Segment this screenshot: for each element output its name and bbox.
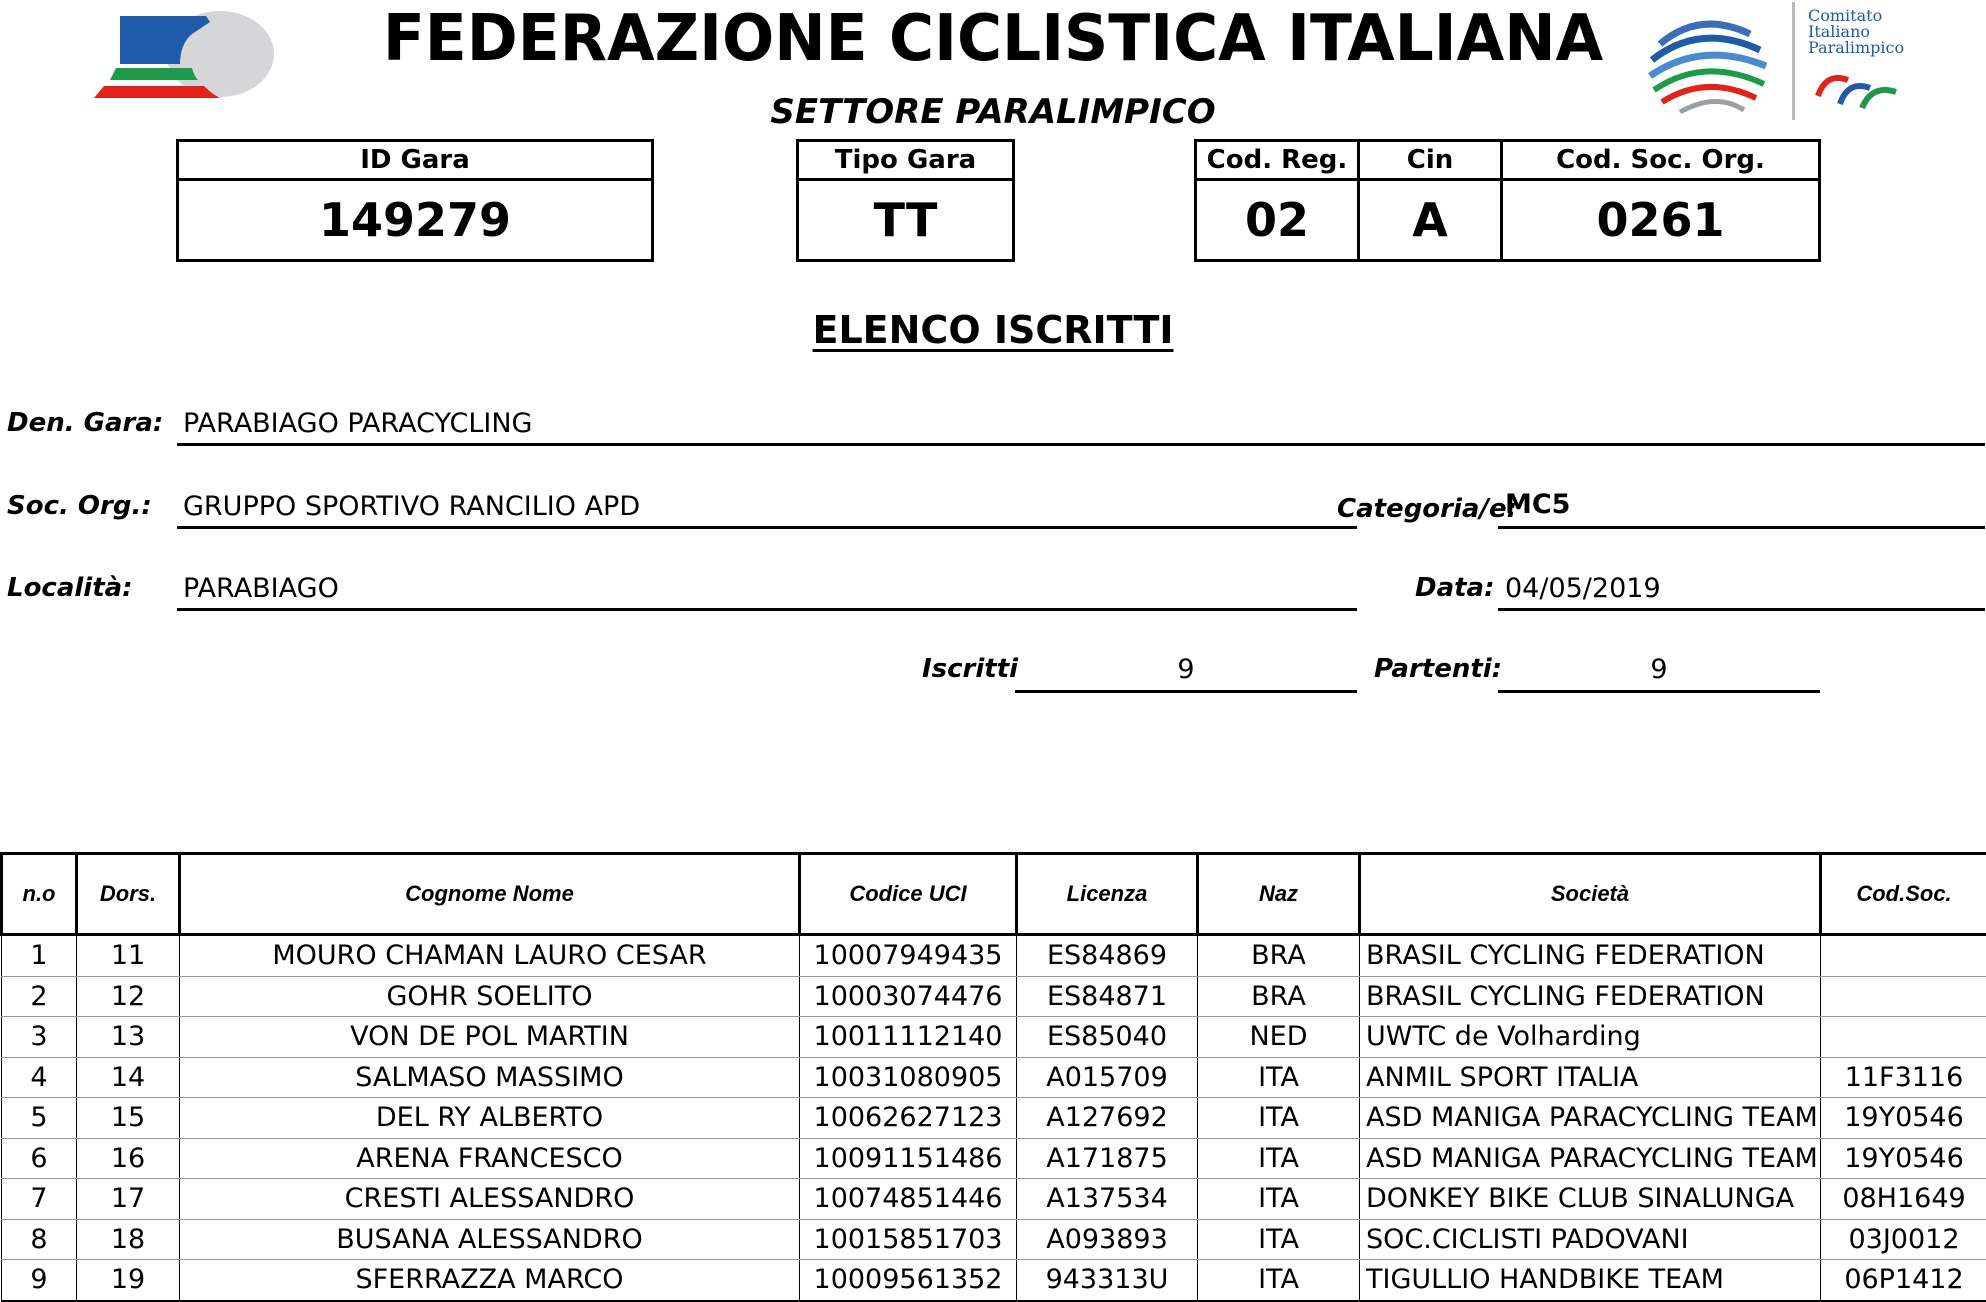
org-line — [177, 526, 1357, 529]
cell-nationality: ITA — [1198, 1179, 1360, 1220]
cell-uci-code: 10007949435 — [800, 935, 1017, 977]
cell-team-code: 08H1649 — [1821, 1179, 1986, 1220]
race-id-label: ID Gara — [178, 141, 653, 180]
entrants-value: 9 — [1015, 654, 1357, 685]
table-row — [2, 1098, 1986, 1139]
starters-label: Partenti: — [1374, 654, 1502, 684]
cell-bib: 18 — [77, 1219, 180, 1260]
table-row — [2, 1219, 1986, 1260]
soc-code-value: 0261 — [1502, 180, 1820, 261]
cell-bib: 16 — [77, 1138, 180, 1179]
cell-team-code — [1821, 976, 1986, 1017]
cell-team-code: 06P1412 — [1821, 1260, 1986, 1301]
cell-team: BRASIL CYCLING FEDERATION — [1360, 976, 1821, 1017]
race-type-box — [796, 139, 1015, 262]
cell-number: 8 — [2, 1219, 77, 1260]
cell-team: ASD MANIGA PARACYCLING TEAM — [1360, 1098, 1821, 1139]
col-header-team: Società — [1360, 854, 1821, 935]
cell-license: ES84871 — [1017, 976, 1198, 1017]
cell-number: 9 — [2, 1260, 77, 1301]
cell-license: ES85040 — [1017, 1017, 1198, 1058]
cell-license: ES84869 — [1017, 935, 1198, 977]
cell-team: TIGULLIO HANDBIKE TEAM — [1360, 1260, 1821, 1301]
cell-number: 7 — [2, 1179, 77, 1220]
cell-team-code: 19Y0546 — [1821, 1098, 1986, 1139]
cell-name: SALMASO MASSIMO — [180, 1057, 800, 1098]
cell-license: A015709 — [1017, 1057, 1198, 1098]
cip-line-1: Comitato — [1808, 8, 1904, 24]
category-value: MC5 — [1505, 489, 1570, 520]
cell-team-code: 19Y0546 — [1821, 1138, 1986, 1179]
race-id-box — [176, 139, 654, 262]
cell-bib: 11 — [77, 935, 180, 977]
reg-code-value: 02 — [1196, 180, 1359, 261]
table-row — [2, 935, 1986, 977]
cell-nationality: ITA — [1198, 1260, 1360, 1301]
cin-label: Cin — [1359, 141, 1502, 180]
cell-team: DONKEY BIKE CLUB SINALUNGA — [1360, 1179, 1821, 1220]
entrants-label: Iscritti — [922, 654, 1018, 684]
table-row — [2, 1017, 1986, 1058]
date-label: Data: — [1415, 573, 1495, 603]
page-title: FEDERAZIONE CICLISTICA ITALIANA — [40, 2, 1947, 76]
cell-team: BRASIL CYCLING FEDERATION — [1360, 935, 1821, 977]
cip-line-2: Italiano — [1808, 24, 1904, 40]
race-name-label: Den. Gara: — [7, 408, 163, 438]
org-value: GRUPPO SPORTIVO RANCILIO APD — [183, 491, 640, 522]
cell-team: ANMIL SPORT ITALIA — [1360, 1057, 1821, 1098]
cell-nationality: NED — [1198, 1017, 1360, 1058]
cell-number: 3 — [2, 1017, 77, 1058]
cell-name: VON DE POL MARTIN — [180, 1017, 800, 1058]
reg-code-label: Cod. Reg. — [1196, 141, 1359, 180]
cell-license: 943313U — [1017, 1260, 1198, 1301]
cell-uci-code: 10031080905 — [800, 1057, 1017, 1098]
date-value: 04/05/2019 — [1505, 573, 1661, 604]
cell-bib: 13 — [77, 1017, 180, 1058]
table-row — [2, 976, 1986, 1017]
cell-name: CRESTI ALESSANDRO — [180, 1179, 800, 1220]
cell-uci-code: 10009561352 — [800, 1260, 1017, 1301]
cell-number: 5 — [2, 1098, 77, 1139]
starters-value: 9 — [1498, 654, 1820, 685]
cell-team: ASD MANIGA PARACYCLING TEAM — [1360, 1138, 1821, 1179]
cell-number: 2 — [2, 976, 77, 1017]
cell-bib: 14 — [77, 1057, 180, 1098]
cell-nationality: ITA — [1198, 1057, 1360, 1098]
race-id-value: 149279 — [178, 180, 653, 261]
col-header-number: n.o — [2, 854, 77, 935]
table-header-row — [2, 854, 1986, 935]
cell-name: BUSANA ALESSANDRO — [180, 1219, 800, 1260]
cell-nationality: BRA — [1198, 976, 1360, 1017]
cell-uci-code: 10003074476 — [800, 976, 1017, 1017]
cell-name: DEL RY ALBERTO — [180, 1098, 800, 1139]
cell-nationality: ITA — [1198, 1138, 1360, 1179]
location-line — [177, 608, 1357, 611]
category-label: Categoria/e: — [1337, 494, 1517, 524]
race-type-value: TT — [798, 180, 1014, 261]
col-header-name: Cognome Nome — [180, 854, 800, 935]
col-header-license: Licenza — [1017, 854, 1198, 935]
col-header-uci-code: Codice UCI — [800, 854, 1017, 935]
table-row — [2, 1260, 1986, 1301]
date-line — [1498, 608, 1985, 611]
race-type-label: Tipo Gara — [798, 141, 1014, 180]
location-label: Località: — [7, 573, 133, 603]
race-name-value: PARABIAGO PARACYCLING — [183, 408, 532, 439]
cell-team-code — [1821, 935, 1986, 977]
race-name-line — [177, 443, 1985, 446]
org-label: Soc. Org.: — [7, 491, 152, 521]
cell-bib: 19 — [77, 1260, 180, 1301]
list-heading-text: ELENCO ISCRITTI — [813, 308, 1174, 352]
cell-name: ARENA FRANCESCO — [180, 1138, 800, 1179]
cell-nationality: ITA — [1198, 1219, 1360, 1260]
entry-list-table — [0, 852, 1986, 1302]
page-subtitle: SETTORE PARALIMPICO — [0, 92, 1986, 132]
cell-nationality: BRA — [1198, 935, 1360, 977]
starters-line — [1498, 690, 1820, 693]
cell-bib: 12 — [77, 976, 180, 1017]
category-line — [1498, 526, 1985, 529]
cell-number: 4 — [2, 1057, 77, 1098]
entrants-line — [1015, 690, 1357, 693]
table-row — [2, 1138, 1986, 1179]
cell-license: A127692 — [1017, 1098, 1198, 1139]
table-body — [2, 935, 1986, 1301]
cell-name: SFERRAZZA MARCO — [180, 1260, 800, 1301]
cell-uci-code: 10011112140 — [800, 1017, 1017, 1058]
cell-uci-code: 10015851703 — [800, 1219, 1017, 1260]
cell-team-code: 03J0012 — [1821, 1219, 1986, 1260]
cell-number: 1 — [2, 935, 77, 977]
soc-code-label: Cod. Soc. Org. — [1502, 141, 1820, 180]
cell-uci-code: 10062627123 — [800, 1098, 1017, 1139]
col-header-team-code: Cod.Soc. — [1821, 854, 1986, 935]
col-header-nationality: Naz — [1198, 854, 1360, 935]
cell-team: UWTC de Volharding — [1360, 1017, 1821, 1058]
cell-number: 6 — [2, 1138, 77, 1179]
list-heading — [0, 308, 1986, 352]
cell-bib: 15 — [77, 1098, 180, 1139]
cell-team-code: 11F3116 — [1821, 1057, 1986, 1098]
cin-value: A — [1359, 180, 1502, 261]
cell-nationality: ITA — [1198, 1098, 1360, 1139]
cell-uci-code: 10074851446 — [800, 1179, 1017, 1220]
col-header-bib: Dors. — [77, 854, 180, 935]
table-row — [2, 1057, 1986, 1098]
cell-bib: 17 — [77, 1179, 180, 1220]
cell-uci-code: 10091151486 — [800, 1138, 1017, 1179]
codes-box — [1194, 139, 1821, 262]
cell-team: SOC.CICLISTI PADOVANI — [1360, 1219, 1821, 1260]
cell-license: A171875 — [1017, 1138, 1198, 1179]
cip-line-3: Paralimpico — [1808, 40, 1904, 56]
cell-license: A093893 — [1017, 1219, 1198, 1260]
cell-license: A137534 — [1017, 1179, 1198, 1220]
table-row — [2, 1179, 1986, 1220]
cell-team-code — [1821, 1017, 1986, 1058]
cell-name: GOHR SOELITO — [180, 976, 800, 1017]
location-value: PARABIAGO — [183, 573, 339, 604]
cell-name: MOURO CHAMAN LAURO CESAR — [180, 935, 800, 977]
